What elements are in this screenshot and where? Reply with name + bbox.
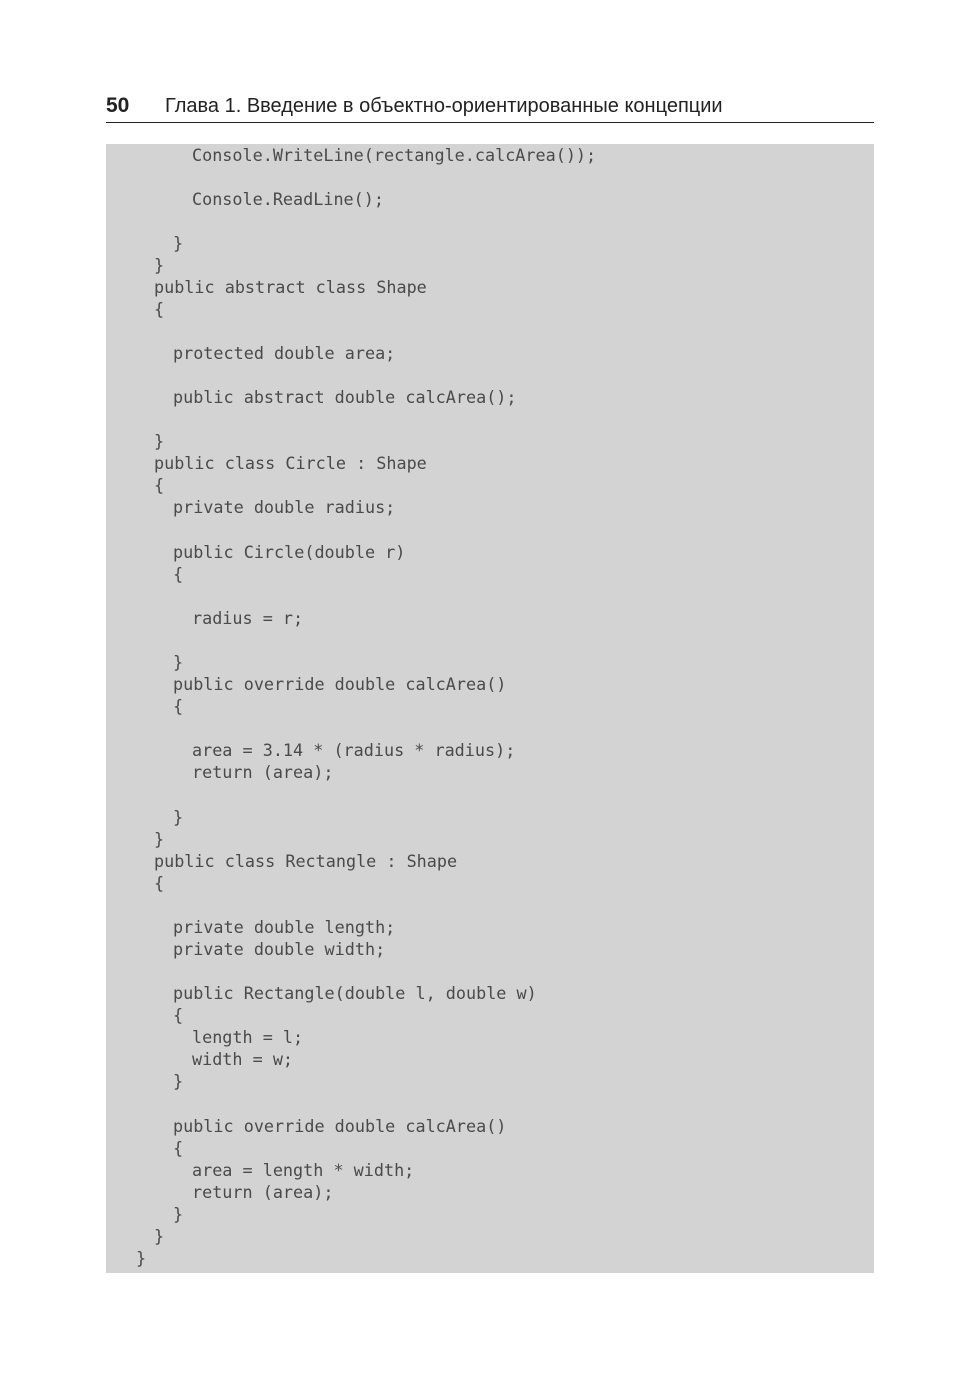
code-line: width = w; xyxy=(192,1049,294,1069)
code-line: { xyxy=(173,564,184,584)
code-line: } xyxy=(173,652,184,672)
code-line: public override double calcArea() xyxy=(173,674,507,694)
code-line: public abstract class Shape xyxy=(154,277,427,297)
code-line: } xyxy=(173,1071,184,1091)
page-number: 50 xyxy=(106,94,130,117)
code-line: } xyxy=(136,1248,147,1268)
code-line: private double width; xyxy=(173,939,386,959)
code-line: Console.WriteLine(rectangle.calcArea()); xyxy=(192,145,597,165)
code-line: private double length; xyxy=(173,917,396,937)
code-line: } xyxy=(154,255,165,275)
page-header xyxy=(106,92,874,123)
code-line: public abstract double calcArea(); xyxy=(173,387,517,407)
code-line: length = l; xyxy=(192,1027,304,1047)
code-line: Console.ReadLine(); xyxy=(192,189,384,209)
code-line: } xyxy=(154,1226,165,1246)
code-line: } xyxy=(173,233,184,253)
code-line: protected double area; xyxy=(173,343,396,363)
code-line: public class Circle : Shape xyxy=(154,453,427,473)
code-line: return (area); xyxy=(192,1182,334,1202)
code-line: area = 3.14 * (radius * radius); xyxy=(192,740,516,760)
code-line: { xyxy=(154,873,165,893)
code-line: } xyxy=(173,1204,184,1224)
code-line: return (area); xyxy=(192,762,334,782)
code-line: radius = r; xyxy=(192,608,304,628)
code-line: { xyxy=(173,1138,184,1158)
code-line: { xyxy=(173,1005,184,1025)
code-listing xyxy=(106,144,874,1273)
code-line: } xyxy=(173,807,184,827)
code-line: { xyxy=(154,299,165,319)
code-line: public override double calcArea() xyxy=(173,1116,507,1136)
code-line: } xyxy=(154,431,165,451)
code-line: { xyxy=(154,475,165,495)
code-line: public Circle(double r) xyxy=(173,542,406,562)
code-line: { xyxy=(173,696,184,716)
code-line: public Rectangle(double l, double w) xyxy=(173,983,537,1003)
code-line: } xyxy=(154,829,165,849)
code-line: area = length * width; xyxy=(192,1160,415,1180)
code-line: private double radius; xyxy=(173,497,396,517)
code-line: public class Rectangle : Shape xyxy=(154,851,458,871)
chapter-title: Глава 1. Введение в объектно-ориентированные концепции xyxy=(165,95,723,117)
